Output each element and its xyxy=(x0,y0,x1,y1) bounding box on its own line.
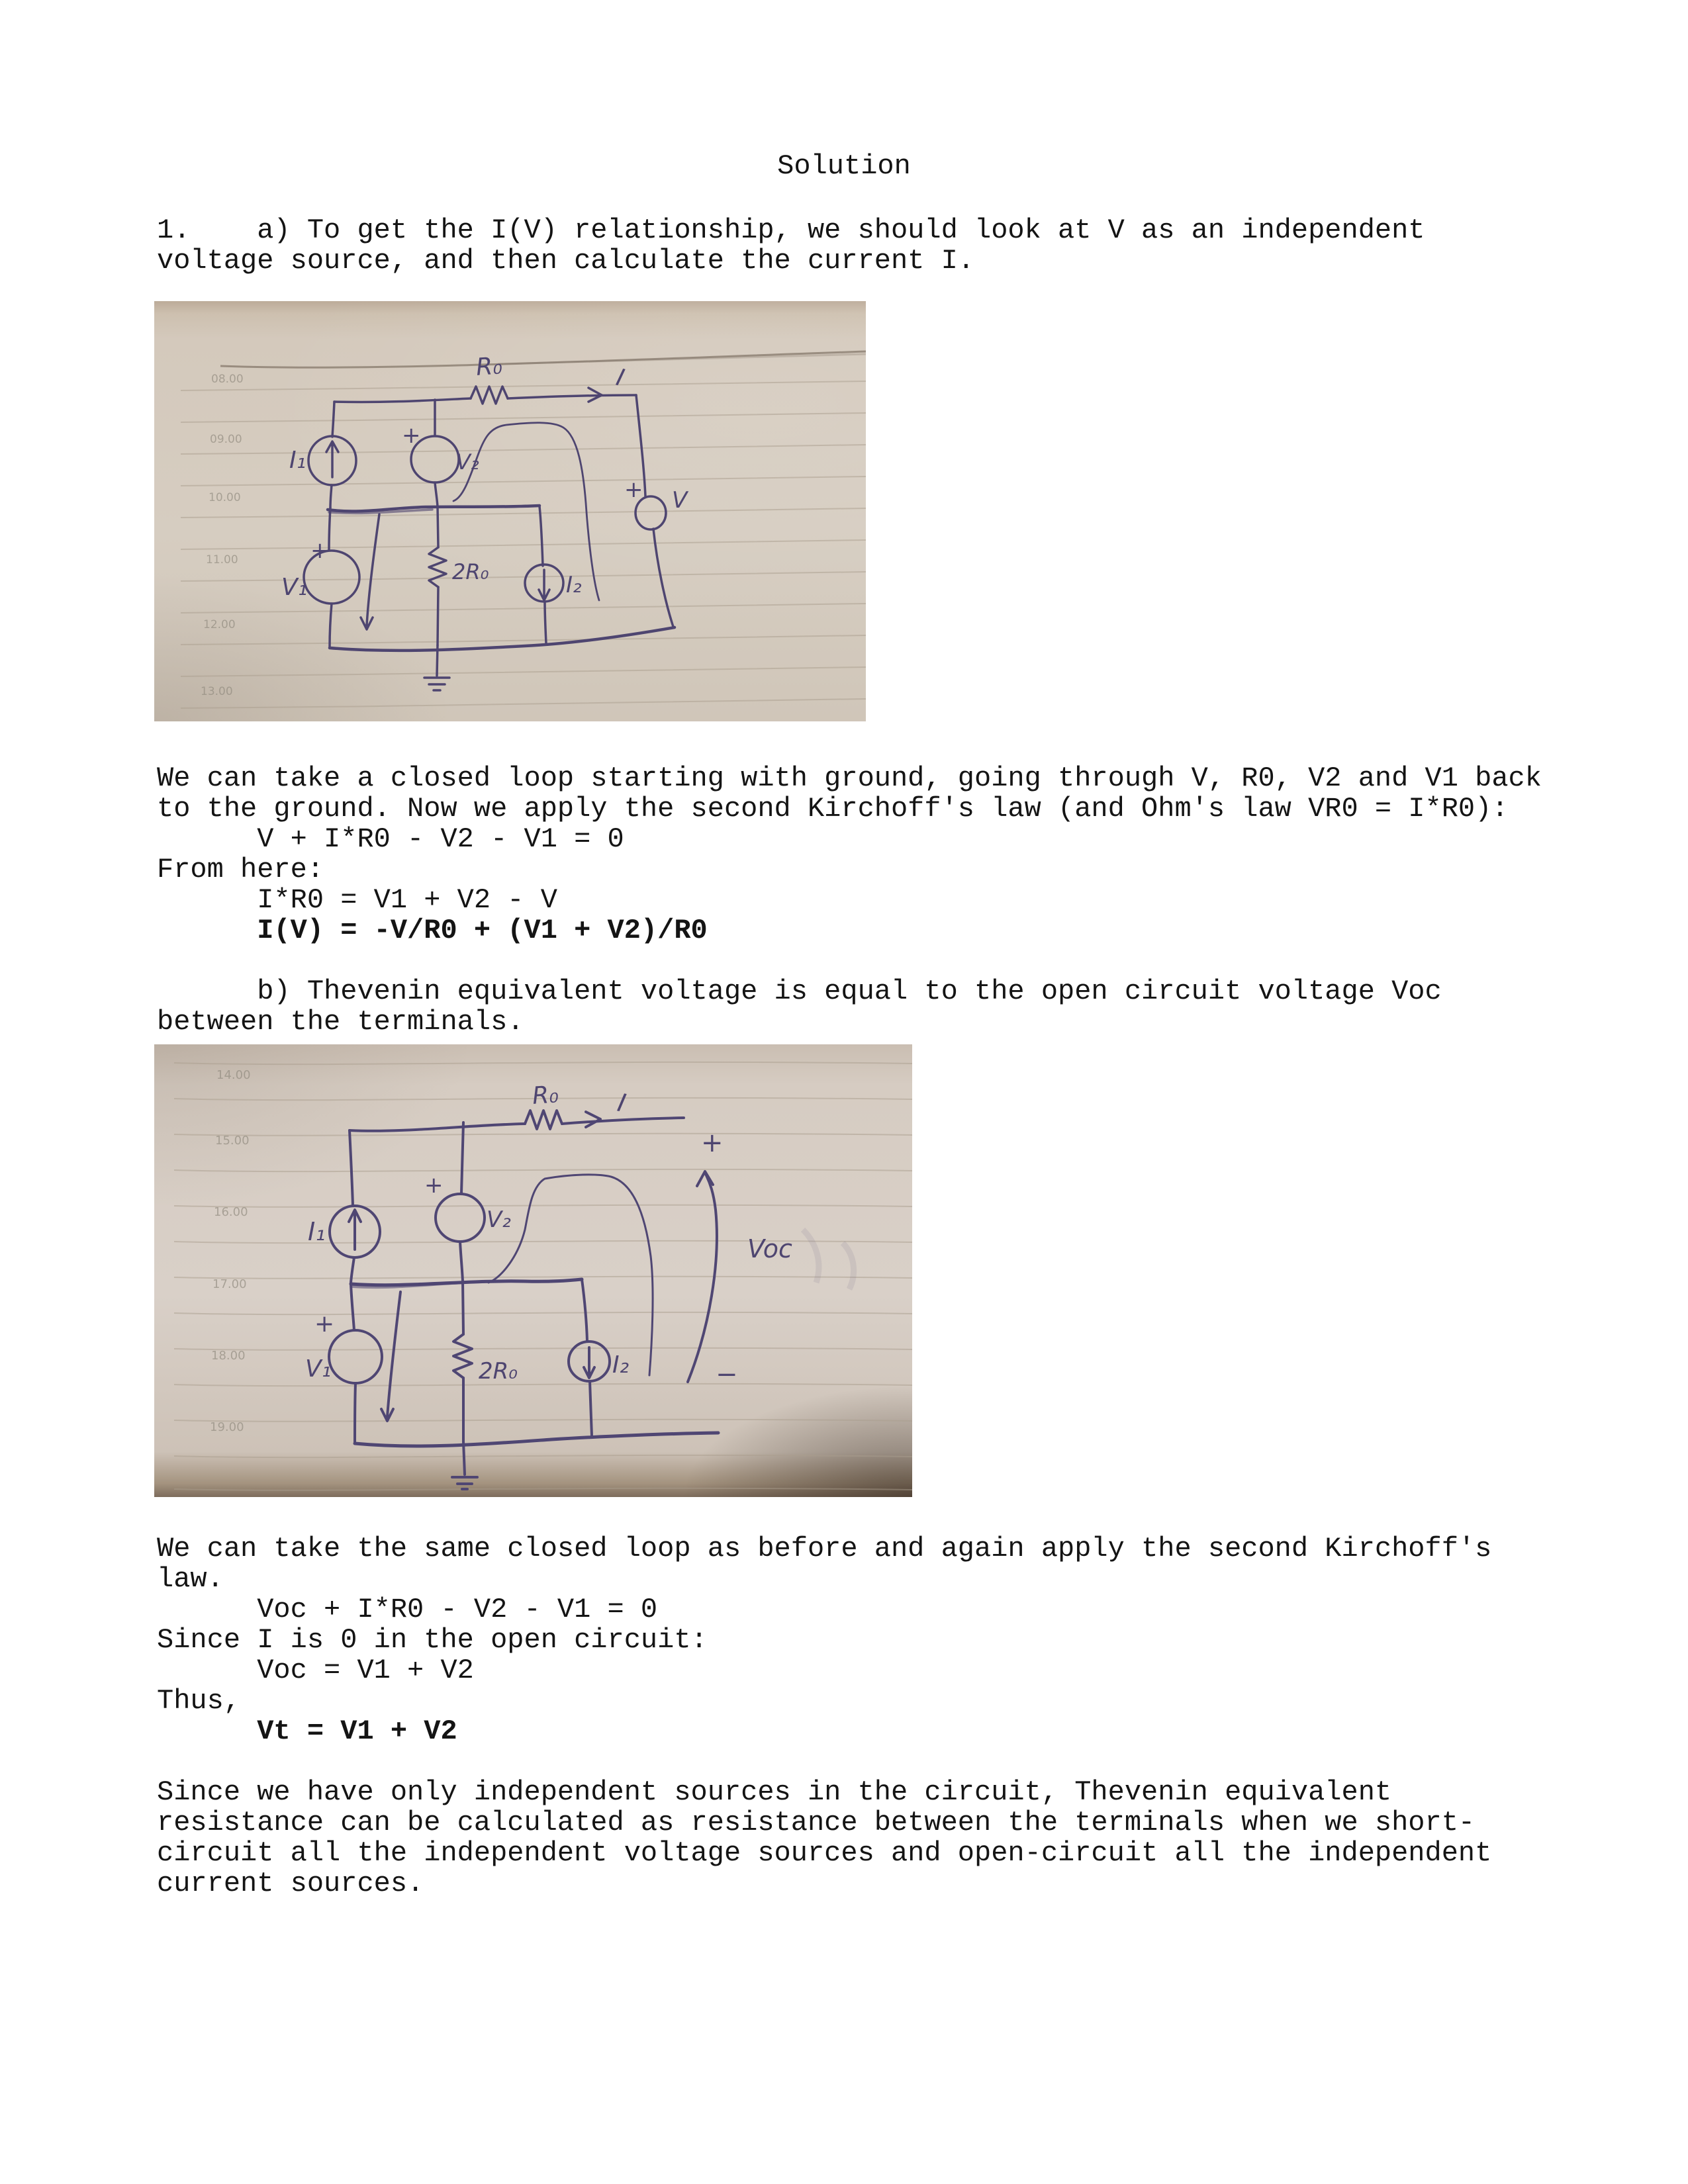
loop-direction-arrow xyxy=(361,514,379,629)
text-line: voltage source, and then calculate the current I. xyxy=(157,245,975,277)
middle-node-wire xyxy=(328,506,539,513)
time-label: 18.00 xyxy=(211,1349,246,1363)
bottom-wire-and-ground xyxy=(330,627,675,690)
current-i-label: I xyxy=(613,363,628,392)
bottom-wire-and-ground xyxy=(355,1433,718,1489)
source-i2-label: I₂ xyxy=(566,572,582,598)
source-i1-label: I₁ xyxy=(308,1217,326,1246)
top-wire-and-resistor-r0 xyxy=(350,1081,684,1130)
ruled-lines xyxy=(174,1062,912,1490)
source-v-label: V xyxy=(672,487,688,514)
equation-line: I*R0 = V1 + V2 - V xyxy=(157,884,557,916)
planner-time-labels xyxy=(210,1068,251,1434)
loop-direction-arrow xyxy=(381,1292,400,1421)
plus-sign: + xyxy=(624,477,643,503)
circuit-drawing-b xyxy=(154,1044,912,1497)
minus-sign: − xyxy=(716,1359,738,1390)
circuit-drawing-a xyxy=(154,301,866,721)
time-label: 17.00 xyxy=(212,1277,247,1291)
bleed-through-marks xyxy=(803,1230,854,1289)
text-line: We can take a closed loop starting with ground, going through V, R0, V2 and V1 back xyxy=(157,762,1542,794)
text-line: between the terminals. xyxy=(157,1006,524,1038)
resistor-2r0-label: 2R₀ xyxy=(479,1358,518,1385)
source-v2-label: V₂ xyxy=(487,1206,511,1233)
text-line: b) Thevenin equivalent voltage is equal to the open circuit voltage Voc xyxy=(157,976,1442,1007)
text-line: From here: xyxy=(157,854,324,886)
voltage-source-v2 xyxy=(424,1122,511,1281)
text-line: Since we have only independent sources in the circuit, Thevenin equivalent xyxy=(157,1776,1392,1808)
ruled-lines xyxy=(181,351,866,708)
source-v1-label: V₁ xyxy=(281,574,308,601)
middle-node-wire xyxy=(351,1279,582,1287)
text-line: We can take the same closed loop as before and again apply the second Kirchoff's xyxy=(157,1533,1492,1565)
equation-line: V + I*R0 - V2 - V1 = 0 xyxy=(157,823,624,855)
paragraph-1 xyxy=(157,215,1425,276)
resistor-2r0-label: 2R₀ xyxy=(452,559,489,584)
time-label: 16.00 xyxy=(214,1205,248,1219)
current-source-i2 xyxy=(569,1279,629,1436)
equation-line: Voc = V1 + V2 xyxy=(157,1655,474,1686)
circuit-photo-a xyxy=(154,301,866,721)
voltage-source-v2 xyxy=(402,400,479,506)
paragraph-2 xyxy=(157,763,1542,946)
source-v1-label: V₁ xyxy=(305,1355,332,1383)
time-label: 08.00 xyxy=(211,373,244,386)
text-line: circuit all the independent voltage sources and open-circuit all the independent xyxy=(157,1837,1492,1869)
time-label: 09.00 xyxy=(210,433,242,446)
time-label: 12.00 xyxy=(203,618,236,631)
text-line: Since I is 0 in the open circuit: xyxy=(157,1624,708,1656)
source-i1-label: I₁ xyxy=(289,447,306,474)
plus-sign: + xyxy=(314,1310,335,1338)
voc-label: Voc xyxy=(747,1234,792,1263)
text-line: current sources. xyxy=(157,1868,424,1899)
current-source-i2 xyxy=(525,506,582,643)
plus-sign: + xyxy=(402,422,421,449)
text-line: Thus, xyxy=(157,1685,241,1717)
text-line: to the ground. Now we apply the second Kirchoff's law (and Ohm's law VR0 = I*R0): xyxy=(157,793,1509,825)
current-i-label: I xyxy=(615,1087,629,1118)
paragraph-4 xyxy=(157,1533,1491,1747)
voc-measurement-arrow xyxy=(688,1128,792,1390)
source-v2-label: V₂ xyxy=(456,449,479,475)
resistor-r0-label: R₀ xyxy=(531,1081,559,1110)
text-line: resistance can be calculated as resistance between the terminals when we short- xyxy=(157,1807,1476,1839)
paragraph-3 xyxy=(157,976,1442,1037)
page-title: Solution xyxy=(777,150,911,182)
plus-sign: + xyxy=(424,1172,444,1199)
voltage-source-v1 xyxy=(305,1284,382,1442)
time-label: 14.00 xyxy=(216,1068,251,1082)
resistor-r0-label: R₀ xyxy=(475,352,503,381)
plus-sign: + xyxy=(310,537,330,564)
text-line: 1. a) To get the I(V) relationship, we should look at V as an independent xyxy=(157,214,1425,246)
time-label: 11.00 xyxy=(206,553,238,567)
time-label: 19.00 xyxy=(210,1420,244,1434)
circuit-photo-b xyxy=(154,1044,912,1497)
paragraph-5 xyxy=(157,1777,1491,1899)
resistor-2r0 xyxy=(429,506,489,645)
plus-sign: + xyxy=(701,1128,724,1158)
top-wire-and-resistor-r0 xyxy=(334,352,636,404)
resistor-2r0 xyxy=(453,1281,518,1441)
equation-line-result: I(V) = -V/R0 + (V1 + V2)/R0 xyxy=(157,915,708,946)
equation-line: Voc + I*R0 - V2 - V1 = 0 xyxy=(157,1594,658,1625)
source-i2-label: I₂ xyxy=(612,1351,630,1379)
time-label: 13.00 xyxy=(201,685,233,698)
voltage-source-v1 xyxy=(281,508,359,647)
text-line: law. xyxy=(157,1563,224,1595)
time-label: 15.00 xyxy=(215,1134,250,1148)
current-source-i1 xyxy=(289,402,356,508)
equation-line-result: Vt = V1 + V2 xyxy=(157,1715,457,1747)
time-label: 10.00 xyxy=(209,491,241,504)
